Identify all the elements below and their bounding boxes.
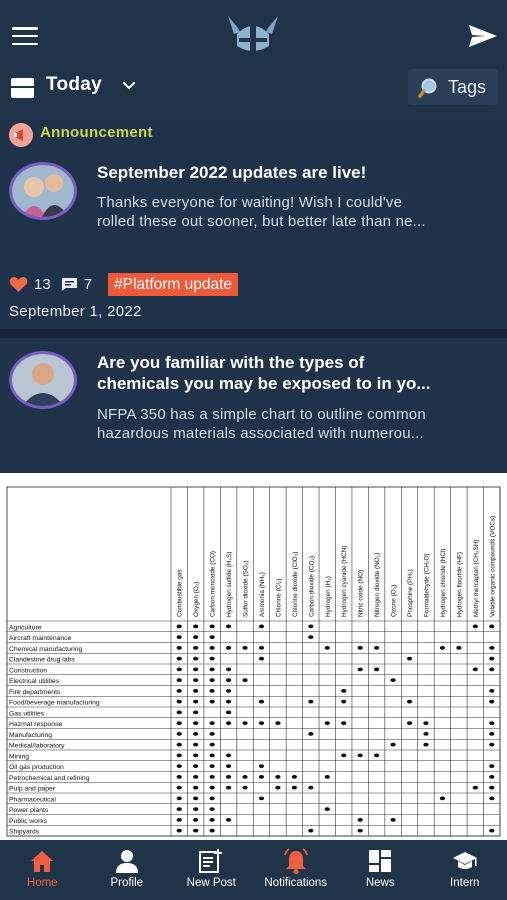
- chart-row-label: Aircraft maintenance: [9, 635, 72, 643]
- chart-dot: [407, 700, 412, 704]
- chart-column-label: Nitric oxide (NO): [357, 569, 365, 617]
- chart-dot: [193, 732, 198, 736]
- chart-row-label: Agriculture: [9, 624, 42, 632]
- chart-row-label: Mining: [9, 753, 30, 761]
- chart-dot: [308, 624, 313, 628]
- card-divider: [0, 329, 507, 338]
- post-category: Announcement: [40, 124, 153, 141]
- chart-row-label: Construction: [9, 667, 48, 675]
- chart-dot: [440, 646, 445, 650]
- post-card[interactable]: [0, 114, 507, 329]
- chart-dot: [259, 624, 264, 628]
- chart-dot: [325, 807, 330, 811]
- chart-dot: [177, 721, 182, 725]
- chart-dot: [308, 700, 313, 704]
- chart-dot: [210, 764, 215, 768]
- chart-dot: [259, 764, 264, 768]
- chart-dot: [275, 775, 280, 779]
- chart-dot: [226, 678, 231, 682]
- chart-dot: [210, 657, 215, 661]
- chart-dot: [473, 786, 478, 790]
- chart-dot: [193, 775, 198, 779]
- tags-button-label: Tags: [448, 77, 487, 97]
- new-post-icon: [198, 848, 224, 874]
- chart-dot: [226, 786, 231, 790]
- chart-dot: [489, 732, 494, 736]
- chart-dot: [259, 721, 264, 725]
- chart-dot: [193, 657, 198, 661]
- chart-row-label: Oil gas production: [9, 764, 64, 772]
- chart-dot: [374, 753, 379, 757]
- chart-column-label: Hydrogen fluoride (HF): [456, 552, 464, 617]
- period-selector[interactable]: Today: [46, 74, 103, 95]
- post-body: Thanks everyone for waiting! Wish I could've rolled these out sooner, but better late than ne...: [97, 194, 426, 230]
- chart-column-label: Formaldehyde (CH₂O): [423, 553, 431, 617]
- chart-dot: [193, 635, 198, 639]
- chart-dot: [226, 646, 231, 650]
- chart-dot: [210, 635, 215, 639]
- post-body: NFPA 350 has a simple chart to outline common hazardous materials associated with numerou...: [97, 406, 426, 442]
- chart-dot: [210, 624, 215, 628]
- chart-dot: [259, 700, 264, 704]
- chart-dot: [341, 689, 346, 693]
- heart-icon[interactable]: [9, 276, 28, 293]
- chart-row-label: Manufacturing: [9, 731, 53, 739]
- chart-dot: [177, 678, 182, 682]
- chart-dot: [242, 721, 247, 725]
- chart-dot: [177, 667, 182, 671]
- like-count: 13: [34, 275, 51, 293]
- post-image-chart[interactable]: [0, 473, 507, 840]
- chart-dot: [193, 753, 198, 757]
- calendar-icon: [11, 78, 34, 98]
- chart-row-label: Hazmat response: [9, 721, 63, 729]
- nav-news[interactable]: News: [338, 840, 423, 900]
- nav-home[interactable]: Home: [0, 840, 85, 900]
- chart-dot: [259, 796, 264, 800]
- chart-dot: [177, 818, 182, 822]
- chart-dot: [210, 743, 215, 747]
- bell-icon: [283, 848, 309, 874]
- chevron-down-icon[interactable]: [121, 78, 137, 94]
- chart-dot: [341, 721, 346, 725]
- chart-dot: [489, 796, 494, 800]
- tags-button[interactable]: [408, 69, 498, 105]
- chart-dot: [390, 818, 395, 822]
- post-stats: [9, 272, 102, 296]
- chart-row-label: Food/beverage manufacturing: [9, 699, 100, 707]
- chart-dot: [193, 667, 198, 671]
- chart-row-label: Fire departments: [9, 688, 61, 696]
- chart-dot: [226, 710, 231, 714]
- chart-dot: [308, 732, 313, 736]
- nav-new-post[interactable]: New Post: [169, 840, 254, 900]
- comment-count: 7: [83, 275, 93, 293]
- hazard-chart: [0, 473, 507, 840]
- chart-dot: [193, 786, 198, 790]
- chart-dot: [210, 786, 215, 790]
- chart-dot: [177, 786, 182, 790]
- chart-dot: [259, 657, 264, 661]
- chart-dot: [292, 786, 297, 790]
- chart-dot: [325, 775, 330, 779]
- hamburger-menu-icon[interactable]: [12, 27, 38, 45]
- chart-dot: [489, 829, 494, 833]
- chart-dot: [325, 646, 330, 650]
- chart-dot: [226, 624, 231, 628]
- chart-dot: [177, 764, 182, 768]
- chart-row-label: Pulp and paper: [9, 785, 56, 793]
- chart-dot: [325, 721, 330, 725]
- avatar[interactable]: [9, 162, 77, 220]
- chart-row-label: Chemical manufacturing: [9, 645, 83, 653]
- post-title[interactable]: September 2022 updates are live!: [97, 163, 367, 182]
- chart-column-label: Phosphine (PH₃): [407, 569, 415, 617]
- chart-column-label: Chlorine dioxide (ClO₂): [291, 551, 299, 617]
- nav-notifications[interactable]: Notifications: [254, 840, 339, 900]
- chart-column-label: Hydrogen cyanide (HCN): [341, 545, 349, 617]
- home-icon: [29, 848, 55, 874]
- bottom-nav: [0, 840, 507, 900]
- chart-dot: [275, 786, 280, 790]
- chart-dot: [308, 635, 313, 639]
- chart-dot: [440, 796, 445, 800]
- chart-dot: [308, 829, 313, 833]
- chart-dot: [292, 775, 297, 779]
- chart-dot: [489, 743, 494, 747]
- post-title[interactable]: Are you familiar with the types of chemicals you may be exposed to in yo...: [97, 353, 431, 393]
- chart-dot: [275, 721, 280, 725]
- chart-dot: [177, 743, 182, 747]
- chart-dot: [226, 721, 231, 725]
- chart-dot: [341, 753, 346, 757]
- chart-dot: [407, 657, 412, 661]
- chart-dot: [226, 775, 231, 779]
- viking-helmet-logo-icon: [226, 14, 280, 56]
- chart-dot: [423, 743, 428, 747]
- chart-dot: [489, 646, 494, 650]
- chart-dot: [341, 700, 346, 704]
- chart-dot: [308, 786, 313, 790]
- chart-dot: [423, 732, 428, 736]
- chart-dot: [177, 829, 182, 833]
- chart-dot: [489, 721, 494, 725]
- chart-dot: [489, 624, 494, 628]
- chart-dot: [177, 689, 182, 693]
- news-icon: [367, 848, 393, 874]
- chart-dot: [489, 657, 494, 661]
- chart-column-label: Hydrogen (H₂): [324, 576, 332, 617]
- chart-dot: [489, 689, 494, 693]
- chart-dot: [177, 635, 182, 639]
- chart-column-label: Hydrogen sulfide (H₂S): [226, 551, 234, 617]
- chart-column-label: Carbon monoxide (CO): [209, 550, 217, 617]
- chart-dot: [390, 678, 395, 682]
- chart-dot: [259, 646, 264, 650]
- avatar[interactable]: [9, 351, 77, 409]
- post-date: September 1, 2022: [9, 303, 142, 320]
- chart-dot: [242, 646, 247, 650]
- chart-dot: [423, 721, 428, 725]
- chart-dot: [489, 700, 494, 704]
- chart-dot: [193, 678, 198, 682]
- chart-dot: [242, 786, 247, 790]
- chart-dot: [177, 657, 182, 661]
- chart-dot: [489, 775, 494, 779]
- graduation-cap-icon: [452, 848, 478, 874]
- chart-dot: [374, 646, 379, 650]
- chart-dot: [210, 807, 215, 811]
- chart-column-label: Ammonia (NH₃): [258, 572, 266, 617]
- chart-dot: [390, 743, 395, 747]
- chart-column-label: Hydrogen chloride (HCl): [439, 548, 447, 617]
- chart-dot: [226, 764, 231, 768]
- chart-dot: [193, 721, 198, 725]
- chart-dot: [358, 646, 363, 650]
- tag-badge[interactable]: #Platform update: [108, 273, 238, 296]
- chart-dot: [210, 700, 215, 704]
- chart-column-label: Chlorine (Cl₂): [275, 578, 283, 617]
- chart-dot: [358, 818, 363, 822]
- chart-dot: [177, 624, 182, 628]
- chart-dot: [210, 753, 215, 757]
- chart-dot: [473, 624, 478, 628]
- chart-dot: [193, 646, 198, 650]
- chart-column-label: Nitrogen dioxide (NO₂): [374, 552, 382, 617]
- top-bar: [0, 0, 507, 66]
- chart-dot: [177, 807, 182, 811]
- chart-row-label: Shipyards: [9, 828, 40, 836]
- chart-dot: [193, 818, 198, 822]
- chart-dot: [193, 829, 198, 833]
- chart-dot: [210, 775, 215, 779]
- nav-profile[interactable]: Profile: [85, 840, 170, 900]
- chart-dot: [193, 700, 198, 704]
- chart-dot: [210, 818, 215, 822]
- nav-intern[interactable]: Intern: [423, 840, 507, 900]
- chart-dot: [177, 796, 182, 800]
- chart-column-label: Carbon dioxide (CO₂): [308, 555, 316, 617]
- chart-dot: [177, 700, 182, 704]
- comment-icon[interactable]: [61, 277, 78, 292]
- chart-dot: [226, 667, 231, 671]
- chart-row-label: Gas utilities: [9, 710, 45, 718]
- chart-row-label: Pharmaceutical: [9, 796, 56, 804]
- chart-column-label: Volatile organic compounds (VOCs): [489, 515, 497, 617]
- chart-dot: [177, 732, 182, 736]
- chart-dot: [210, 667, 215, 671]
- chart-dot: [193, 689, 198, 693]
- chart-dot: [210, 721, 215, 725]
- chart-column-label: Combustible gas: [176, 569, 184, 617]
- chart-dot: [177, 753, 182, 757]
- chart-row-label: Medical/laboratory: [9, 742, 65, 750]
- chart-dot: [210, 796, 215, 800]
- chart-column-label: Ozone (O₃): [390, 584, 398, 617]
- chart-row-label: Power plants: [9, 807, 49, 815]
- magnifier-icon: [418, 77, 440, 99]
- chart-dot: [226, 818, 231, 822]
- chart-dot: [456, 646, 461, 650]
- chart-dot: [210, 678, 215, 682]
- chart-dot: [210, 829, 215, 833]
- chart-dot: [193, 807, 198, 811]
- chart-row-label: Public works: [9, 817, 48, 825]
- chart-dot: [358, 753, 363, 757]
- chart-column-label: Methyl mercaptan (CH₃SH): [472, 539, 480, 617]
- chart-dot: [226, 689, 231, 693]
- chart-dot: [177, 710, 182, 714]
- chart-dot: [489, 786, 494, 790]
- chart-dot: [489, 764, 494, 768]
- chart-dot: [210, 732, 215, 736]
- chart-dot: [193, 743, 198, 747]
- chart-row-label: Clandestine drug labs: [9, 656, 75, 664]
- chart-dot: [358, 829, 363, 833]
- chart-row-label: Electrical utilities: [9, 678, 60, 686]
- profile-icon: [114, 848, 140, 874]
- chart-dot: [226, 753, 231, 757]
- chart-dot: [374, 667, 379, 671]
- chart-dot: [473, 667, 478, 671]
- chart-dot: [193, 764, 198, 768]
- chart-column-label: Oxygen (O₂): [193, 581, 201, 617]
- chart-column-label: Sulfur dioxide (SO₂): [242, 560, 250, 617]
- filter-bar: [0, 66, 507, 114]
- chart-dot: [489, 667, 494, 671]
- chart-dot: [210, 689, 215, 693]
- chart-dot: [177, 646, 182, 650]
- chart-row-label: Petrochemical and refining: [9, 774, 90, 782]
- chart-dot: [407, 721, 412, 725]
- chart-dot: [210, 646, 215, 650]
- chart-dot: [177, 775, 182, 779]
- chart-dot: [242, 775, 247, 779]
- chart-dot: [193, 796, 198, 800]
- chart-dot: [226, 700, 231, 704]
- megaphone-icon: [9, 123, 33, 147]
- chart-dot: [242, 678, 247, 682]
- chart-dot: [358, 667, 363, 671]
- chart-dot: [193, 624, 198, 628]
- chart-dot: [259, 775, 264, 779]
- chart-dot: [193, 710, 198, 714]
- send-icon[interactable]: [468, 24, 498, 48]
